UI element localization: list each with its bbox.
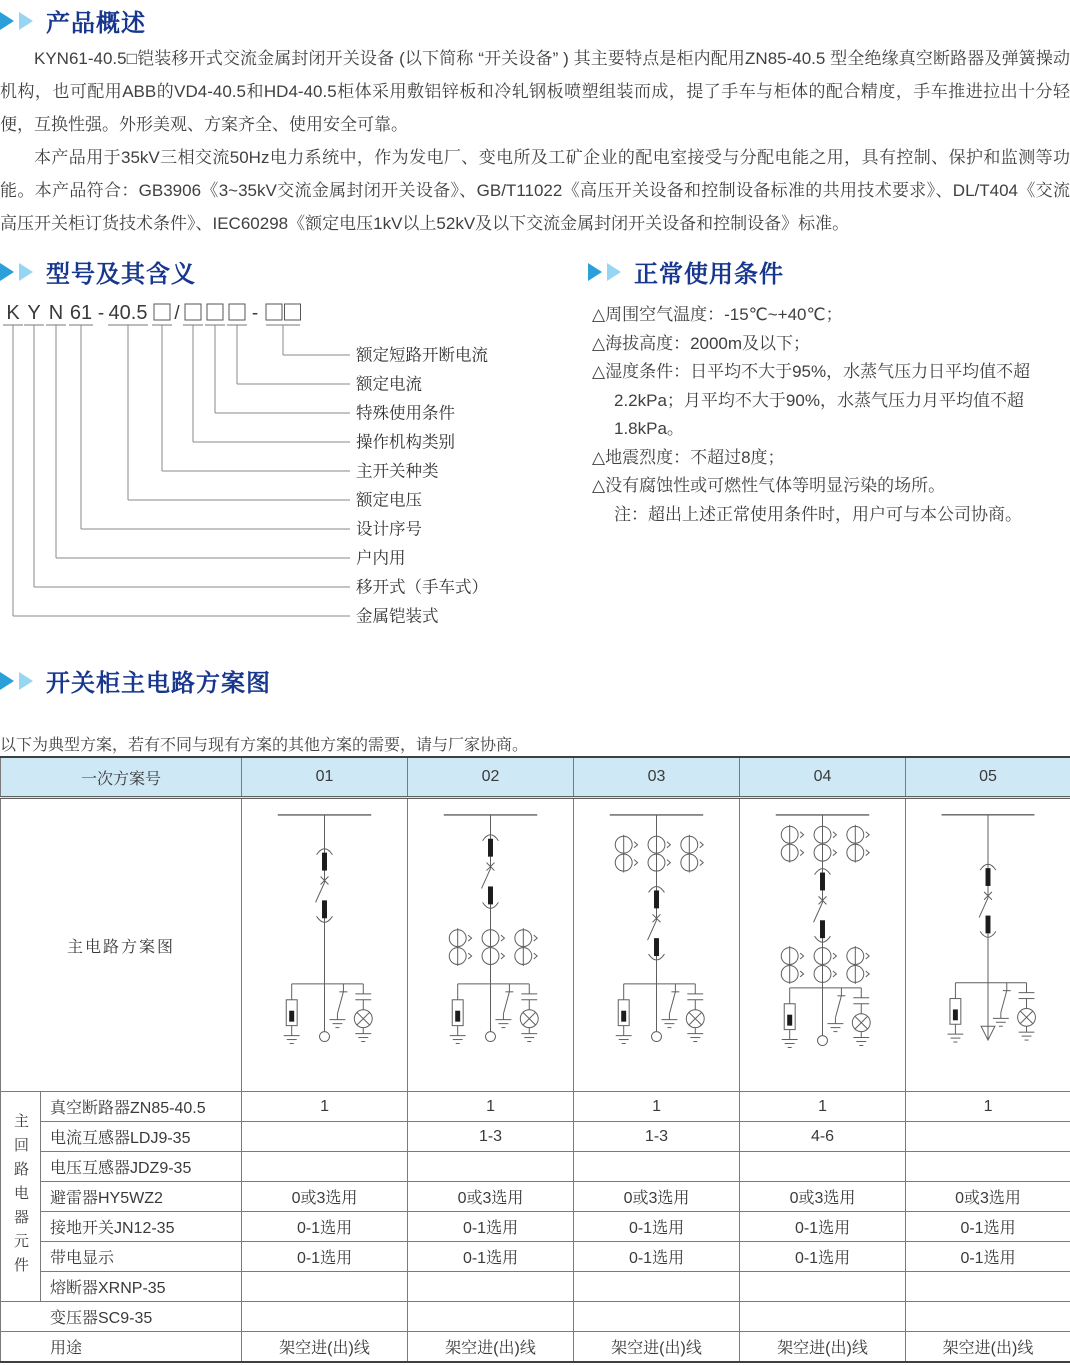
table-cell xyxy=(408,1152,574,1182)
model-meaning-label: 操作机构类别 xyxy=(356,433,455,452)
header-scheme-02: 02 xyxy=(408,757,574,798)
usage-row-label: 用途 xyxy=(1,1332,242,1363)
component-name: 变压器SC9-35 xyxy=(1,1302,242,1332)
diagram-row xyxy=(1,798,1070,1092)
table-row xyxy=(1,1152,1070,1182)
page-title: 产品概述 xyxy=(46,10,146,37)
table-cell: 1 xyxy=(242,1092,408,1122)
model-meaning-label: 主开关种类 xyxy=(356,462,439,481)
arrow-right-icon xyxy=(0,263,14,281)
section-title-model: 型号及其含义 xyxy=(46,261,196,288)
arrow-right-icon xyxy=(0,672,14,690)
section-title-conditions: 正常使用条件 xyxy=(634,261,784,288)
table-cell: 0或3选用 xyxy=(408,1182,574,1212)
scheme-diagram-05 xyxy=(906,798,1070,1092)
diagram-row-label: 主电路方案图 xyxy=(1,798,242,1092)
table-cell xyxy=(740,1272,906,1302)
section-heading-conditions xyxy=(588,254,784,289)
one-line-diagram-svg xyxy=(740,799,905,1086)
table-cell: 架空进(出)线 xyxy=(740,1332,906,1363)
table-cell xyxy=(906,1152,1070,1182)
model-meaning-label: 额定短路开断电流 xyxy=(356,346,488,365)
table-cell: 0-1选用 xyxy=(906,1212,1070,1242)
component-name: 真空断路器ZN85-40.5 xyxy=(41,1092,242,1122)
header-scheme-01: 01 xyxy=(242,757,408,798)
component-name: 接地开关JN12-35 xyxy=(41,1212,242,1242)
table-row xyxy=(1,1092,1070,1122)
table-cell xyxy=(574,1272,740,1302)
table-cell: 0-1选用 xyxy=(740,1242,906,1272)
table-cell: 架空进(出)线 xyxy=(408,1332,574,1363)
header-plan-number: 一次方案号 xyxy=(1,757,242,798)
table-cell xyxy=(574,1302,740,1332)
component-name: 带电显示 xyxy=(41,1242,242,1272)
arrow-right-icon xyxy=(0,12,14,30)
table-cell: 0-1选用 xyxy=(408,1242,574,1272)
component-name: 熔断器XRNP-35 xyxy=(41,1272,242,1302)
table-cell xyxy=(242,1302,408,1332)
table-cell xyxy=(242,1122,408,1152)
overview-paragraph-1: KYN61-40.5□铠装移开式交流金属封闭开关设备 (以下简称 “开关设备” ) 其主要特点是柜内配用ZN85-40.5 型全绝缘真空断路器及弹簧操动机构，也可配用ABB的VD4-40.5和HD4-40.5柜体采用敷铝锌板和冷轧钢板喷塑组装而成，提了手车与柜体的配合精度，手车推进拉出十分轻便，互换性强。外形美观、方案齐全、使用安全可靠。 xyxy=(0,49,1070,134)
svg-text:/: / xyxy=(174,303,180,324)
list-item: △地震烈度：不超过8度； xyxy=(592,447,785,467)
table-row xyxy=(1,1242,1070,1272)
model-designation-diagram xyxy=(0,298,545,646)
table-cell: 0-1选用 xyxy=(574,1242,740,1272)
service-conditions-list xyxy=(592,301,1070,529)
one-line-diagram-svg xyxy=(408,799,573,1086)
table-cell xyxy=(906,1272,1070,1302)
section-heading-overview xyxy=(0,3,146,38)
one-line-diagram-svg xyxy=(574,799,739,1086)
table-row xyxy=(1,1332,1070,1363)
table-cell: 0-1选用 xyxy=(408,1212,574,1242)
table-cell: 1 xyxy=(408,1092,574,1122)
table-cell xyxy=(740,1152,906,1182)
component-name: 避雷器HY5WZ2 xyxy=(41,1182,242,1212)
svg-text:K: K xyxy=(6,302,20,324)
table-row xyxy=(1,1212,1070,1242)
table-cell: 1-3 xyxy=(408,1122,574,1152)
table-cell: 0-1选用 xyxy=(242,1242,408,1272)
table-row xyxy=(1,1122,1070,1152)
table-cell: 0-1选用 xyxy=(574,1212,740,1242)
table-cell: 1-3 xyxy=(574,1122,740,1152)
model-meaning-label: 户内用 xyxy=(356,549,406,568)
schemes-intro-text: 以下为典型方案，若有不同与现有方案的其他方案的需要，请与厂家协商。 xyxy=(0,737,529,754)
table-cell: 0或3选用 xyxy=(740,1182,906,1212)
table-cell: 0或3选用 xyxy=(242,1182,408,1212)
table-cell: 0-1选用 xyxy=(242,1212,408,1242)
table-cell: 1 xyxy=(906,1092,1070,1122)
list-item: △海拔高度：2000m及以下； xyxy=(592,333,811,353)
header-scheme-04: 04 xyxy=(740,757,906,798)
svg-text:Y: Y xyxy=(27,302,41,324)
list-item: △湿度条件：日平均不大于95%，水蒸气压力日平均值不超2.2kPa；月平均不大于90%，水蒸气压力月平均值不超1.8kPa。 xyxy=(592,362,1031,438)
one-line-diagram-svg xyxy=(242,799,407,1086)
model-meaning-label: 金属铠装式 xyxy=(356,607,439,626)
model-meaning-label: 移开式（手车式） xyxy=(356,578,488,597)
svg-text:N: N xyxy=(48,302,64,324)
table-cell: 0或3选用 xyxy=(906,1182,1070,1212)
table-cell: 架空进(出)线 xyxy=(574,1332,740,1363)
table-cell xyxy=(242,1272,408,1302)
list-item: △没有腐蚀性或可燃性气体等明显污染的场所。 xyxy=(592,476,946,495)
table-header-row xyxy=(1,757,1070,798)
table-cell: 架空进(出)线 xyxy=(242,1332,408,1363)
header-scheme-05: 05 xyxy=(906,757,1070,798)
table-cell xyxy=(242,1152,408,1182)
arrow-right-icon xyxy=(19,12,33,30)
table-cell: 0或3选用 xyxy=(574,1182,740,1212)
component-name: 电压互感器JDZ9-35 xyxy=(41,1152,242,1182)
scheme-diagram-01 xyxy=(242,798,408,1092)
model-code-svg xyxy=(0,298,545,646)
table-row xyxy=(1,1182,1070,1212)
model-meaning-label: 特殊使用条件 xyxy=(356,404,455,423)
scheme-diagram-03 xyxy=(574,798,740,1092)
svg-text:-: - xyxy=(97,303,105,324)
group-label-main-circuit-components: 主回路电器元件 xyxy=(1,1092,41,1302)
table-row xyxy=(1,1272,1070,1302)
model-meaning-label: 设计序号 xyxy=(356,520,422,539)
scheme-diagram-02 xyxy=(408,798,574,1092)
overview-text xyxy=(0,42,1070,240)
header-scheme-03: 03 xyxy=(574,757,740,798)
table-cell: 1 xyxy=(574,1092,740,1122)
table-row xyxy=(1,1302,1070,1332)
table-cell xyxy=(574,1152,740,1182)
arrow-right-icon xyxy=(607,263,621,281)
svg-text:40.5: 40.5 xyxy=(108,302,148,324)
arrow-right-icon xyxy=(19,263,33,281)
table-cell: 0-1选用 xyxy=(740,1212,906,1242)
section-heading-schemes xyxy=(0,663,271,698)
one-line-diagram-svg xyxy=(906,799,1070,1086)
table-cell: 0-1选用 xyxy=(906,1242,1070,1272)
table-cell: 架空进(出)线 xyxy=(906,1332,1070,1363)
model-meaning-label: 额定电压 xyxy=(356,491,422,510)
conditions-note: 注：超出上述正常使用条件时，用户可与本公司协商。 xyxy=(614,504,1022,524)
table-cell xyxy=(906,1122,1070,1152)
table-cell xyxy=(408,1302,574,1332)
section-title-schemes: 开关柜主电路方案图 xyxy=(46,670,271,697)
scheme-diagram-04 xyxy=(740,798,906,1092)
svg-text:-: - xyxy=(251,303,259,324)
list-item: △周围空气温度：-15℃~+40℃； xyxy=(592,305,843,324)
svg-text:61: 61 xyxy=(69,302,93,324)
overview-paragraph-2: 本产品用于35kV三相交流50Hz电力系统中，作为发电厂、变电所及工矿企业的配电室接受与分配电能之用，具有控制、保护和监测等功能。本产品符合：GB3906《3~35kV交流金属封闭开关设备》、GB/T11022《高压开关设备和控制设备标准的共用技术要求》、DL/T404《交流高压开关柜订货技术条件》、IEC60298《额定电压1kV以上52kV及以下交流金属封闭开关设备和控制设备》标准。 xyxy=(0,148,1070,233)
section-heading-model xyxy=(0,254,196,289)
component-name: 电流互感器LDJ9-35 xyxy=(41,1122,242,1152)
table-cell: 4-6 xyxy=(740,1122,906,1152)
table-cell xyxy=(408,1272,574,1302)
model-meaning-label: 额定电流 xyxy=(356,375,422,394)
arrow-right-icon xyxy=(19,672,33,690)
table-cell: 1 xyxy=(740,1092,906,1122)
arrow-right-icon xyxy=(588,263,602,281)
table-cell xyxy=(740,1302,906,1332)
scheme-table xyxy=(0,756,1070,1363)
table-cell xyxy=(906,1302,1070,1332)
